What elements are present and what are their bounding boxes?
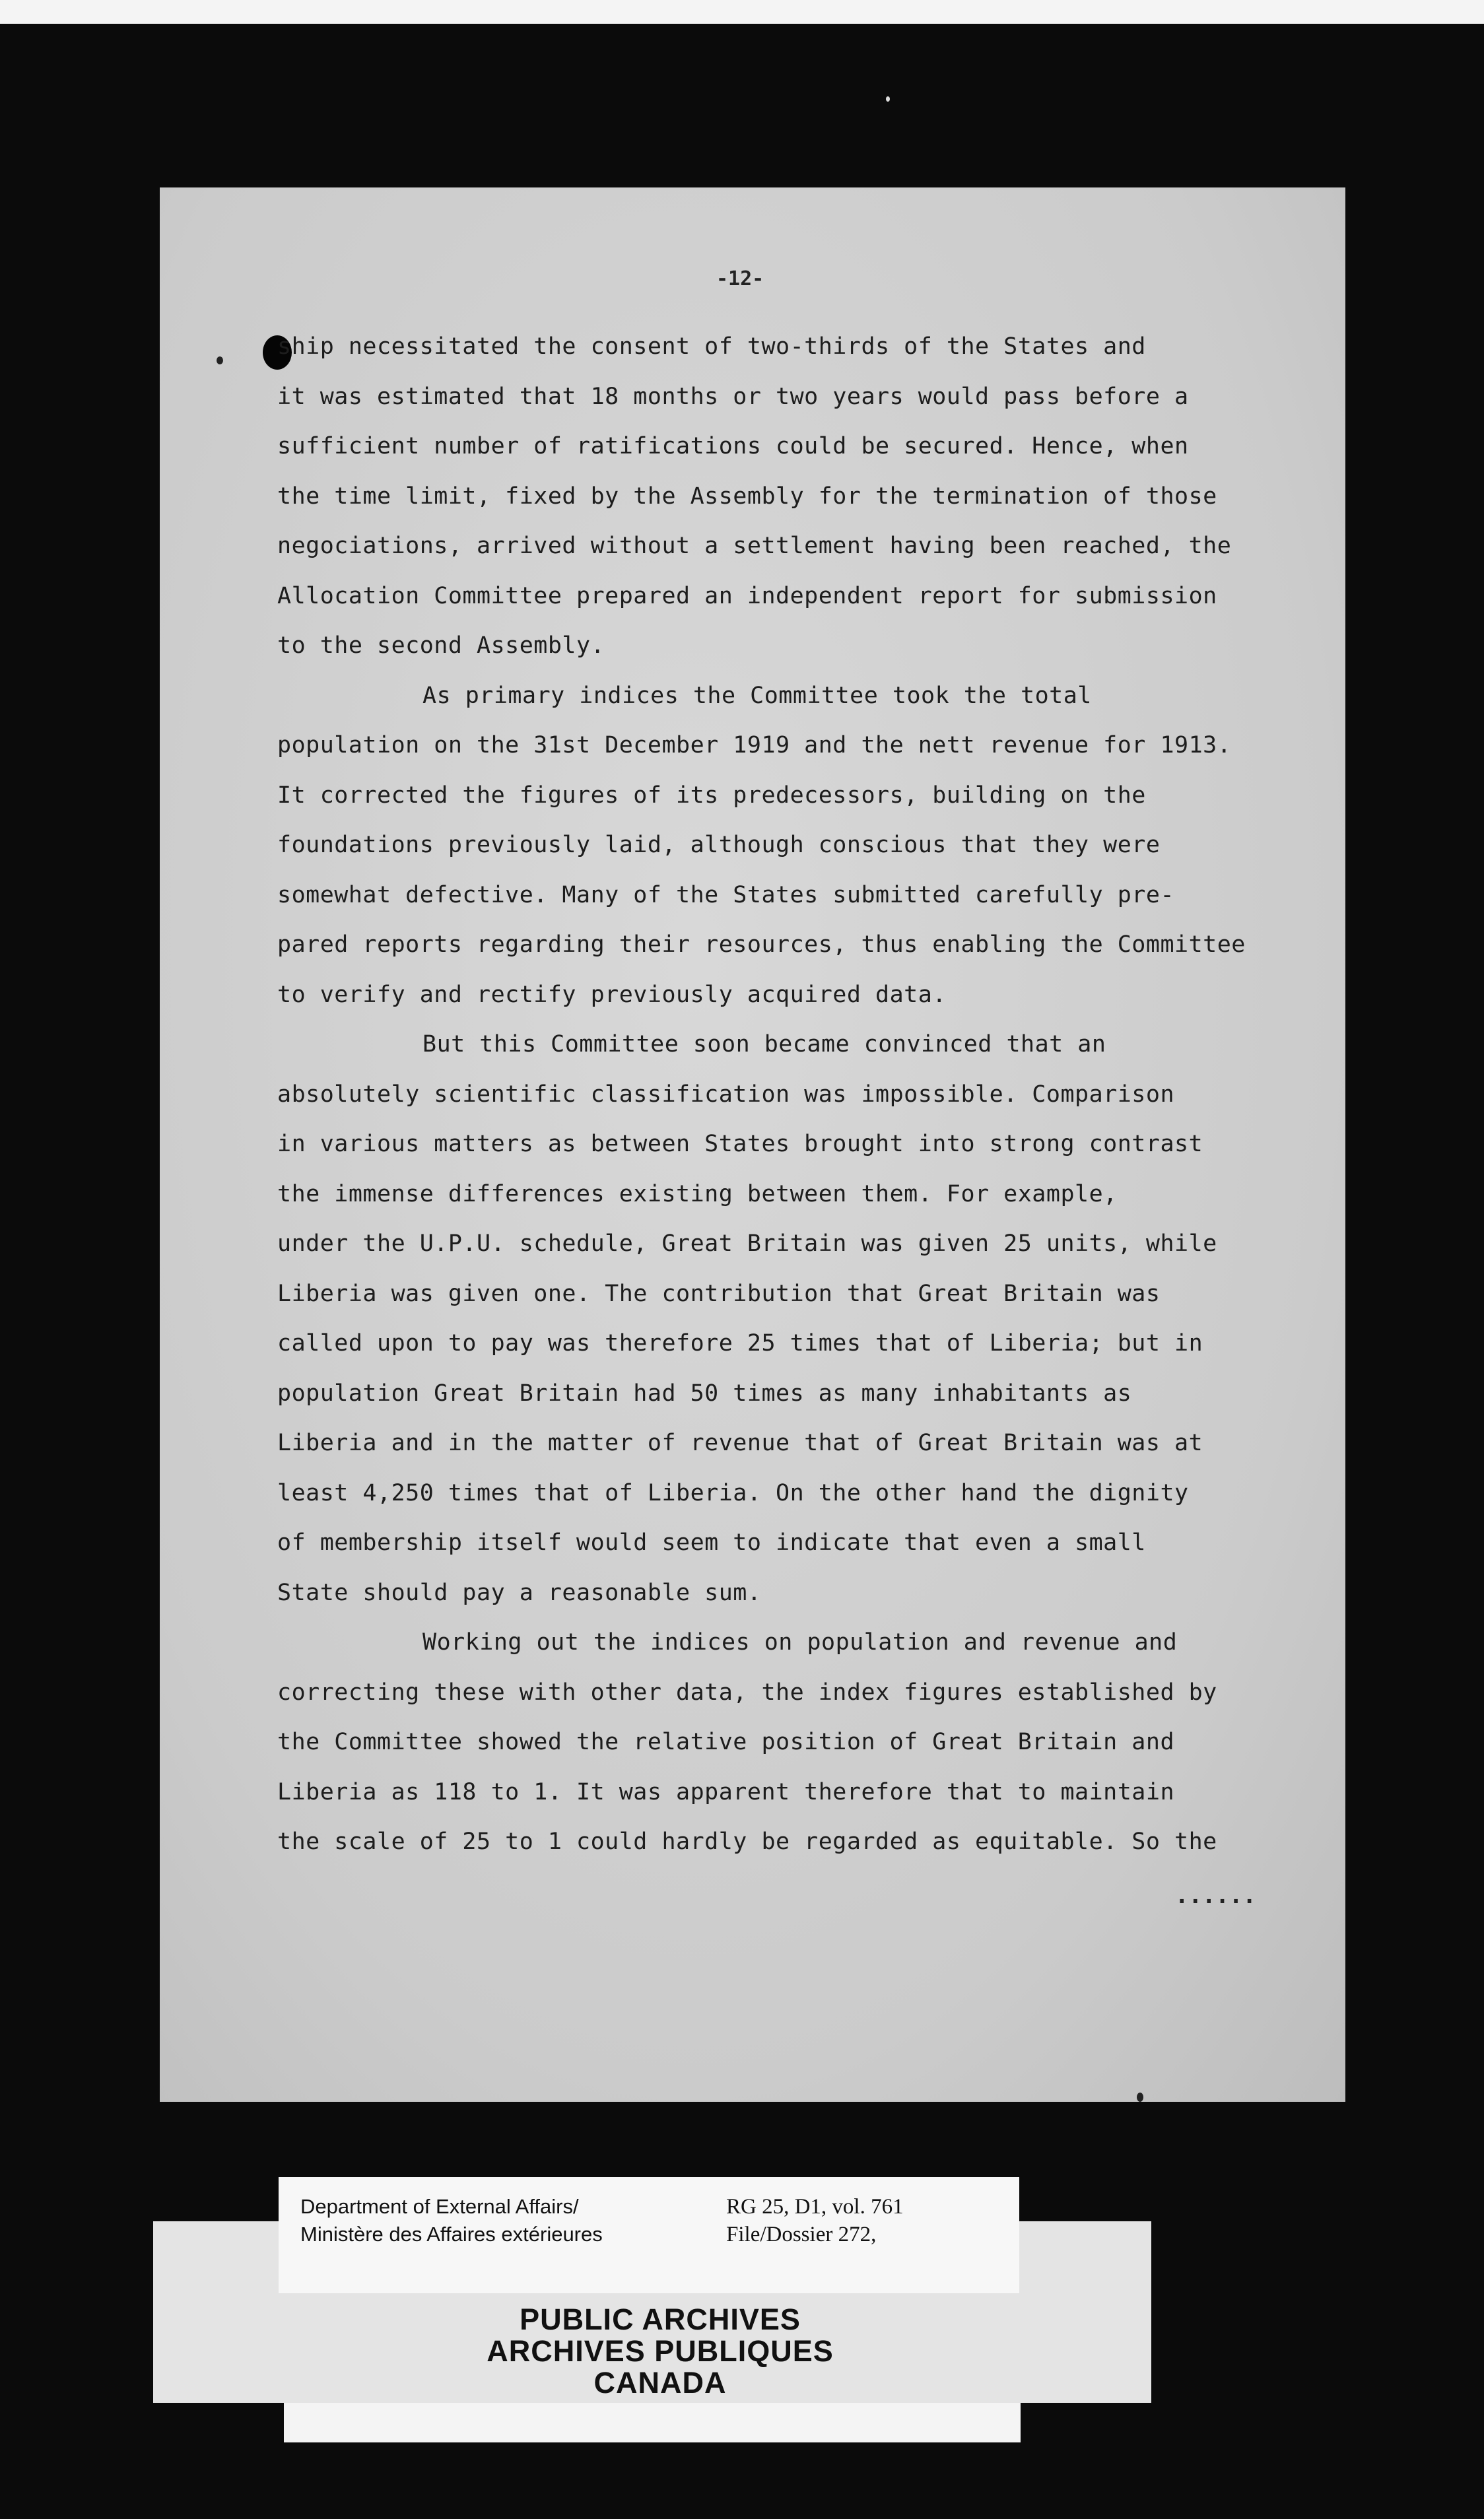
text-line: the Committee showed the relative position of Great Britain and <box>277 1729 1175 1755</box>
text-line: sufficient number of ratifications could be secured. Hence, when <box>277 433 1189 459</box>
file-reference: File/Dossier 272, <box>726 2223 877 2246</box>
ink-speck <box>1137 2093 1143 2102</box>
ink-speck <box>217 356 223 364</box>
typed-body-text <box>277 322 1281 1867</box>
text-line: somewhat defective. Many of the States submitted carefully pre- <box>277 881 1175 908</box>
stamp-line: ARCHIVES PUBLIQUES <box>487 2334 834 2368</box>
text-line: pared reports regarding their resources, thus enabling the Committee <box>277 931 1246 958</box>
text-line: ship necessitated the consent of two-thirds of the States and <box>277 333 1146 360</box>
text-line: called upon to pay was therefore 25 times that of Liberia; but in <box>277 1330 1203 1357</box>
public-archives-stamp <box>462 2304 858 2399</box>
text-line: it was estimated that 18 months or two years would pass before a <box>277 383 1189 410</box>
stamp-line: PUBLIC ARCHIVES <box>520 2302 801 2336</box>
text-line: to verify and rectify previously acquired data. <box>277 981 947 1008</box>
department-french: Ministère des Affaires extérieures <box>300 2223 603 2246</box>
page-number: -12- <box>716 267 764 290</box>
archive-department <box>300 2193 603 2248</box>
text-line: As primary indices the Committee took the total <box>422 682 1092 709</box>
text-line: population on the 31st December 1919 and the nett revenue for 1913. <box>277 732 1232 758</box>
text-line: the immense differences existing between them. For example, <box>277 1180 1118 1207</box>
text-line: the scale of 25 to 1 could hardly be regarded as equitable. So the <box>277 1829 1217 1855</box>
text-line: population Great Britain had 50 times as many inhabitants as <box>277 1380 1132 1407</box>
record-group-reference: RG 25, D1, vol. 761 <box>726 2195 904 2219</box>
department-english: Department of External Affairs/ <box>300 2195 579 2218</box>
film-top-strip <box>0 0 1484 24</box>
text-line: absolutely scientific classification was impossible. Comparison <box>277 1081 1175 1108</box>
text-line: State should pay a reasonable sum. <box>277 1579 762 1606</box>
text-line: Allocation Committee prepared an independent report for submission <box>277 582 1217 609</box>
text-line: the time limit, fixed by the Assembly for the termination of those <box>277 483 1217 510</box>
text-line: to the second Assembly. <box>277 632 605 659</box>
text-line: foundations previously laid, although conscious that they were <box>277 832 1161 858</box>
text-line: It corrected the figures of its predecessors, building on the <box>277 782 1146 809</box>
archive-reference <box>726 2193 904 2248</box>
text-line: Working out the indices on population and revenue and <box>422 1629 1178 1656</box>
text-line: negociations, arrived without a settlement having been reached, the <box>277 533 1232 559</box>
text-line: Liberia as 118 to 1. It was apparent therefore that to maintain <box>277 1778 1175 1805</box>
archive-label-bottom-strip <box>284 2403 1021 2442</box>
text-line: Liberia was given one. The contribution that Great Britain was <box>277 1280 1161 1307</box>
text-line: in various matters as between States brought into strong contrast <box>277 1131 1203 1157</box>
text-line: under the U.P.U. schedule, Great Britain was given 25 units, while <box>277 1230 1217 1257</box>
text-line: of membership itself would seem to indicate that even a small <box>277 1529 1146 1556</box>
stamp-line: CANADA <box>593 2366 727 2400</box>
continuation-dots: ...... <box>1175 1883 1256 1909</box>
text-line: Liberia and in the matter of revenue that of Great Britain was at <box>277 1430 1203 1456</box>
ink-speck <box>886 96 890 102</box>
text-line: But this Committee soon became convinced that an <box>422 1031 1106 1058</box>
text-line: correcting these with other data, the index figures established by <box>277 1679 1217 1706</box>
text-line: least 4,250 times that of Liberia. On the other hand the dignity <box>277 1479 1189 1506</box>
